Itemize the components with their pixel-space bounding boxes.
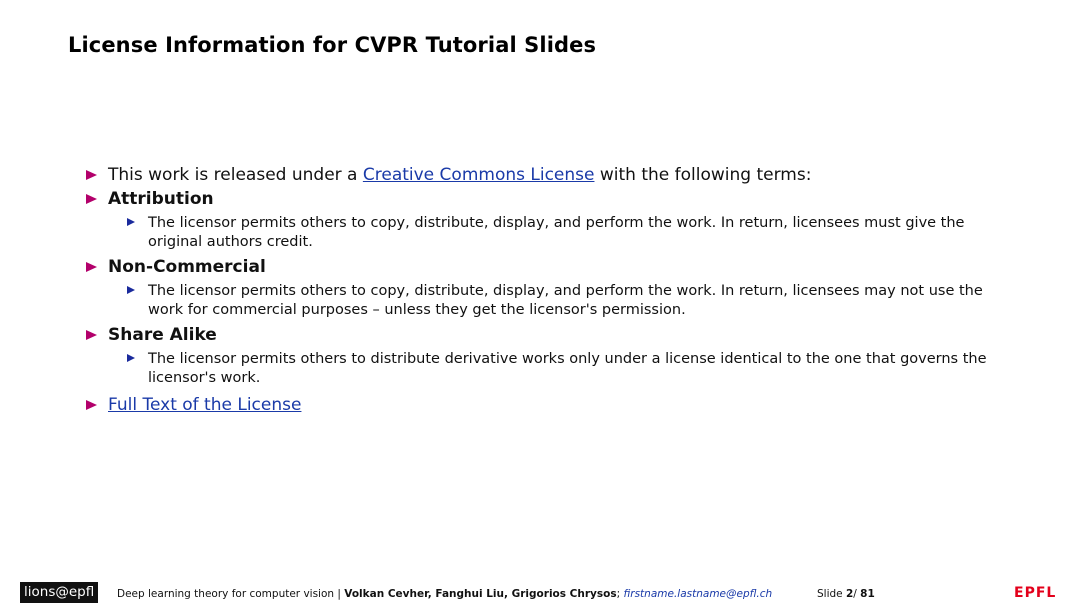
term-heading-non-commercial: Non-Commercial [108,257,266,277]
bullet-triangle-icon [86,400,97,410]
slide-title: License Information for CVPR Tutorial Slides [68,33,597,57]
bullet-triangle-icon [86,170,97,180]
contact-email[interactable]: firstname.lastname@epfl.ch [623,588,773,600]
intro-text-before: This work is released under a [108,165,363,185]
authors: Volkan Cevher, Fanghui Liu, Grigorios Chrysos [344,588,617,600]
slide-label: Slide [817,588,846,600]
bullet-attribution [86,188,1046,210]
footer-separator: ; [616,588,624,600]
sub-bullet-triangle-icon [127,286,135,294]
creative-commons-link[interactable]: Creative Commons License [362,165,595,185]
intro-text-after: with the following terms: [594,165,812,185]
term-heading-attribution: Attribution [108,189,214,209]
term-detail-attribution: The licensor permits others to copy, distribute, display, and perform the work. In return, licensees must give the original authors credit. [148,215,965,250]
sub-bullet-triangle-icon [127,354,135,362]
sub-bullet-non-commercial [127,282,1018,320]
term-heading-share-alike: Share Alike [108,325,217,345]
course-name: Deep learning theory for computer vision | [117,588,345,600]
bullet-triangle-icon [86,330,97,340]
bullet-full-text [86,394,1046,416]
bullet-non-commercial [86,256,1046,278]
slide-number [817,588,875,600]
sub-bullet-share-alike [127,350,1018,388]
sub-bullet-attribution [127,214,1018,252]
slide-sep: / [853,588,861,600]
lions-epfl-logo: lions@epfl [20,582,98,603]
footer-credits [117,588,772,600]
epfl-logo: EPFL [1014,585,1057,601]
full-text-license-link[interactable]: Full Text of the License [108,395,302,415]
bullet-intro [86,164,1046,186]
bullet-list [86,164,1046,416]
bullet-triangle-icon [86,262,97,272]
bullet-share-alike [86,324,1046,346]
sub-bullet-triangle-icon [127,218,135,226]
term-detail-share-alike: The licensor permits others to distribute derivative works only under a license identical to the one that governs the licensor's work. [148,351,987,386]
term-detail-non-commercial: The licensor permits others to copy, distribute, display, and perform the work. In return, licensees may not use the work for commercial purposes – unless they get the licensor's permission. [148,283,983,318]
slide-total: 81 [860,588,875,600]
slide-current: 2 [845,588,854,600]
bullet-triangle-icon [86,194,97,204]
slide-footer [0,580,1080,608]
